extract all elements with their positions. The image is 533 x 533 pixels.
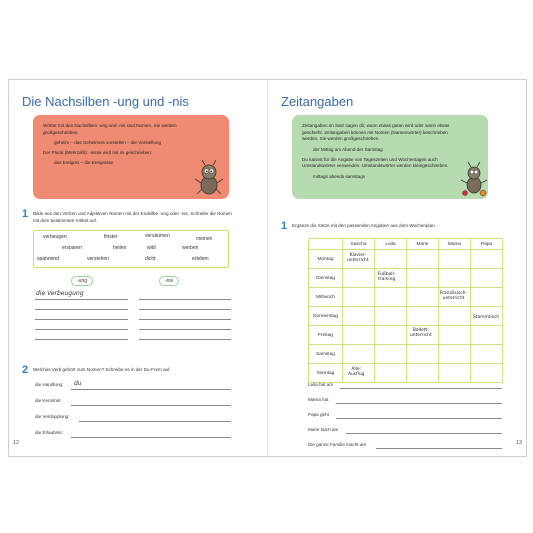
- day-cell: Freitag: [309, 326, 343, 345]
- table-row: [309, 250, 503, 269]
- answer-line-sentence[interactable]: [340, 388, 502, 389]
- word-item: heilen: [113, 245, 127, 251]
- answer-line-verb[interactable]: [79, 421, 231, 422]
- example-answer-du: du: [74, 380, 82, 387]
- sentence-prompt: Leila hat am: [308, 382, 334, 387]
- sentence-prompt: Marie tanzt am: [308, 427, 339, 432]
- table-header-row: [309, 239, 503, 250]
- nis-column-label: -nis: [159, 276, 179, 286]
- answer-line-ung[interactable]: [35, 339, 128, 340]
- table-row: [309, 326, 503, 345]
- right-page: [268, 80, 526, 456]
- plan-cell: [343, 364, 375, 383]
- sentence-prompt: Mama hat: [308, 397, 329, 402]
- plan-cell: [375, 269, 407, 288]
- word-item: werben: [182, 245, 199, 251]
- rule-text-1: Zeitangaben im Satz sagen dir, wann etwas getan wird oder wann etwas geschieht. Zeitangaben können mit Nomen (Namenwörter) beschrieben werden. Sie werden großgeschrieben.: [302, 123, 450, 142]
- entry-franzoesischunterricht: Französisch- unterricht: [440, 291, 468, 302]
- entry-fussballtraining: Fußball- training: [378, 272, 396, 283]
- day-cell: Dienstag: [309, 269, 343, 288]
- answer-line-verb[interactable]: [71, 405, 231, 406]
- plan-cell: [471, 307, 503, 326]
- word-item: dicht: [145, 256, 156, 262]
- table-header-cell: Leila: [375, 239, 407, 250]
- task-1-number: 1: [22, 208, 29, 220]
- ant-mascot-icon: [460, 161, 488, 197]
- day-cell: Mittwoch: [309, 288, 343, 307]
- table-row: [309, 288, 503, 307]
- answer-line-ung[interactable]: [35, 329, 128, 330]
- word-item: spannend: [37, 256, 59, 262]
- task-1-number: 1: [281, 220, 288, 232]
- rule-example-2: mittags abends samstags: [313, 173, 366, 179]
- plan-cell: [407, 326, 439, 345]
- word-item: verbeugen: [43, 234, 67, 240]
- right-page-title: Zeitangaben: [281, 94, 354, 109]
- word-item: meinen: [196, 236, 213, 242]
- answer-line-sentence[interactable]: [336, 418, 502, 419]
- day-cell: Montag: [309, 250, 343, 269]
- ant-mascot-icon: [193, 159, 225, 197]
- answer-line-nis[interactable]: [139, 319, 231, 320]
- noun-prompt: die Handlung:: [35, 382, 64, 387]
- day-cell: Donnerstag: [309, 307, 343, 326]
- plan-cell: [439, 288, 471, 307]
- word-item: erleben: [192, 256, 209, 262]
- word-item: finster: [104, 234, 118, 240]
- rule-example-1: geheim – das Geheimnis vorstellen – die Vorstellung: [54, 139, 161, 145]
- table-header-cell: Papa: [471, 239, 503, 250]
- noun-prompt: die Verdopplung:: [35, 414, 70, 419]
- word-box: [33, 230, 229, 268]
- rule-text-2: Der Plural (Mehrzahl): -nisse wird mit ss geschrieben:: [43, 150, 153, 156]
- left-page: [9, 80, 267, 456]
- entry-ballettunterricht: Ballett- unterricht: [410, 328, 432, 339]
- task-1-instruction: Bilde aus den Verben und Adjektiven Nomen mit der Endsilbe -ung oder -nis. Schreibe die Nomen mit dem bestimmten Artikel auf.: [33, 211, 232, 223]
- entry-stammtisch: Stammtisch: [473, 315, 500, 320]
- noun-prompt: die Kenntnis:: [35, 398, 62, 403]
- answer-line-sentence[interactable]: [336, 403, 502, 404]
- table-header-cell: Marie: [407, 239, 439, 250]
- task-2-number: 2: [22, 364, 29, 376]
- answer-line-sentence[interactable]: [376, 448, 502, 449]
- rule-text-1: Wörter mit den Nachsilben -ung und -nis sind Nomen. Sie werden großgeschrieben.: [43, 123, 177, 135]
- word-item: ersparen: [62, 245, 82, 251]
- rule-example-1: der Mittag am Abend der Samstag: [313, 146, 383, 152]
- table-header-cell: Mama: [439, 239, 471, 250]
- table-row: [309, 307, 503, 326]
- table-row: [309, 364, 503, 383]
- answer-line-nis[interactable]: [139, 339, 231, 340]
- rule-box-nachsilben: [33, 115, 229, 199]
- sentence-prompt: Papa geht: [308, 412, 329, 417]
- table-header-cell: [309, 239, 343, 250]
- entry-ausflug: Alle: Ausflug: [348, 367, 365, 378]
- answer-line-nis[interactable]: [139, 309, 231, 310]
- left-page-title: Die Nachsilben -ung und -nis: [22, 94, 189, 109]
- noun-prompt: die Erlaubnis:: [35, 430, 63, 435]
- answer-line-ung[interactable]: [35, 309, 128, 310]
- example-answer-ung: die Verbeugung: [36, 290, 84, 297]
- entry-klavierunterricht: Klavier- unterricht: [347, 253, 369, 264]
- weekly-plan-table: [308, 238, 503, 383]
- day-cell: Samstag: [309, 345, 343, 364]
- word-item: verstehen: [87, 256, 109, 262]
- word-item: versäumen: [145, 233, 170, 239]
- answer-line-verb[interactable]: [71, 437, 231, 438]
- day-cell: Sonntag: [309, 364, 343, 383]
- rule-text-2: Du kannst für die Angabe von Tageszeiten und Wochentagen auch Umstandswörter verwenden. Umstandswörter werden kleingeschrieben.: [302, 156, 449, 169]
- rule-box-zeitangaben: [292, 115, 488, 199]
- page-number-right: 13: [516, 440, 523, 446]
- table-row: [309, 269, 503, 288]
- table-row: [309, 345, 503, 364]
- answer-line-ung[interactable]: [35, 299, 128, 300]
- sentence-prompt: Die ganze Familie macht am: [308, 442, 367, 447]
- answer-line-nis[interactable]: [139, 299, 231, 300]
- ung-column-label: -ung: [71, 276, 93, 286]
- answer-line-sentence[interactable]: [346, 433, 502, 434]
- book-spread: [8, 79, 527, 457]
- answer-line-nis[interactable]: [139, 329, 231, 330]
- plan-cell: [343, 250, 375, 269]
- page-number-left: 12: [13, 440, 20, 446]
- answer-line-ung[interactable]: [35, 319, 128, 320]
- word-item: wild: [147, 245, 156, 251]
- task-2-instruction: Welches Verb gehört zum Nomen? Schreibe es in der Du-Form auf.: [33, 367, 171, 372]
- rule-example-2: das Ereignis – die Ereignisse: [54, 160, 114, 166]
- answer-line-verb[interactable]: [71, 389, 231, 390]
- task-1-instruction: Ergänze die Sätze mit den passenden Angaben aus dem Wochenplan.: [292, 223, 436, 228]
- table-header-cell: Sascha: [343, 239, 375, 250]
